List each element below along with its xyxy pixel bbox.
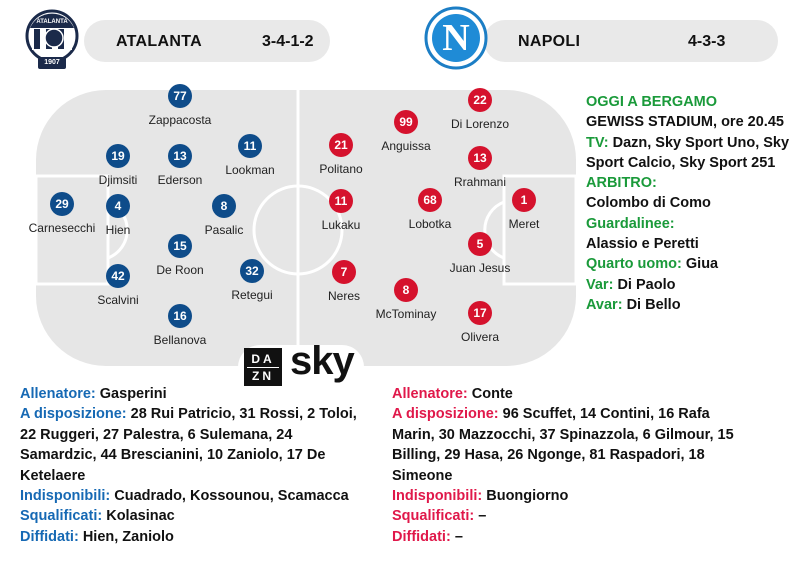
match-info xyxy=(586,92,801,315)
referee-name: Colombo di Como xyxy=(586,195,711,212)
napoli-crest-letter: N xyxy=(442,17,470,59)
away-player-name: Lukaku xyxy=(321,218,361,232)
home-player-number: 77 xyxy=(168,84,192,108)
linesmen-names: Alassio e Peretti xyxy=(586,236,699,253)
var-name: Di Paolo xyxy=(617,276,676,293)
away-bench: 96 Scuffet, 14 Contini, 16 Rafa Marin, 30 Mazzocchi, 37 Spinazzola, 6 Gilmour, 15 Billing, 29 Hasa, 26 Ngonge, 81 Raspadori, 18 Simeone xyxy=(392,406,734,484)
home-player-name: Retegui xyxy=(231,288,273,302)
home-bench-label: A disposizione: xyxy=(20,406,127,423)
sky-logo: sky xyxy=(290,339,354,383)
home-warned: Hien, Zaniolo xyxy=(82,528,174,545)
home-player xyxy=(202,259,302,302)
home-player-number: 13 xyxy=(168,144,192,168)
dazn-logo-icon xyxy=(244,348,282,386)
away-player-name: Meret xyxy=(508,217,540,231)
away-player-number: 22 xyxy=(468,88,492,112)
away-suspended: – xyxy=(478,508,487,525)
away-player-number: 5 xyxy=(468,232,492,256)
atalanta-crest-text: ATALANTA xyxy=(36,19,68,25)
home-player-name: Zappacosta xyxy=(148,113,212,127)
away-player-number: 8 xyxy=(394,278,418,302)
home-warned-label: Diffidati: xyxy=(20,528,79,545)
home-player xyxy=(174,194,274,237)
away-suspended-label: Squalificati: xyxy=(392,508,475,525)
home-player xyxy=(200,134,300,177)
away-player-number: 21 xyxy=(329,133,353,157)
home-suspended-label: Squalificati: xyxy=(20,508,103,525)
home-player-name: Lookman xyxy=(225,163,275,177)
avar-label: Avar: xyxy=(586,296,623,313)
dazn-logo-top: DA xyxy=(251,352,275,366)
home-coach: Gasperini xyxy=(99,386,167,402)
home-player-number: 42 xyxy=(106,264,130,288)
home-player-name: De Roon xyxy=(156,263,204,277)
away-player-number: 17 xyxy=(468,301,492,325)
home-player-number: 15 xyxy=(168,234,192,258)
napoli-crest-icon xyxy=(424,6,488,70)
away-player-name: Politano xyxy=(319,162,363,176)
away-warned-label: Diffidati: xyxy=(392,528,451,545)
home-player xyxy=(130,304,230,347)
away-coach-label: Allenatore: xyxy=(392,386,468,402)
away-team-name: NAPOLI xyxy=(518,33,581,50)
away-player xyxy=(291,133,391,176)
home-unavailable: Cuadrado, Kossounou, Scamacca xyxy=(114,488,349,505)
home-player-number: 8 xyxy=(212,194,236,218)
referee-label: ARBITRO: xyxy=(586,175,657,192)
home-formation: 3-4-1-2 xyxy=(262,33,314,50)
away-formation: 4-3-3 xyxy=(688,33,726,50)
away-warned: – xyxy=(454,528,463,545)
home-suspended: Kolasinac xyxy=(106,508,175,525)
away-roster xyxy=(392,384,737,547)
away-player-number: 11 xyxy=(329,189,353,213)
avar-name: Di Bello xyxy=(626,296,681,313)
away-player-name: Neres xyxy=(327,289,360,303)
home-bench: 28 Rui Patricio, 31 Rossi, 2 Toloi, 22 Ruggeri, 27 Palestra, 6 Sulemana, 24 Samardzic, 44 Brescianini, 10 Zaniolo, 17 De Ketelaere xyxy=(20,406,357,484)
home-roster xyxy=(20,384,365,547)
match-headline: OGGI A BERGAMO xyxy=(586,94,718,110)
home-player-name: Bellanova xyxy=(153,333,207,347)
away-player-number: 1 xyxy=(512,188,536,212)
away-player xyxy=(294,260,394,303)
tv-channels: Dazn, Sky Sport Uno, Sky Sport Calcio, Sky Sport 251 xyxy=(586,134,790,171)
away-player-name: Rrahmani xyxy=(453,175,507,189)
dazn-logo-bottom: ZN xyxy=(252,369,274,383)
away-player xyxy=(291,189,391,232)
home-unavailable-label: Indisponibili: xyxy=(20,488,111,505)
home-player-number: 29 xyxy=(50,192,74,216)
var-label: Var: xyxy=(586,276,614,293)
away-unavailable: Buongiorno xyxy=(486,488,569,505)
fourth-official-name: Giua xyxy=(685,256,719,273)
home-player xyxy=(68,194,168,237)
away-player xyxy=(430,232,530,275)
away-player-number: 68 xyxy=(418,188,442,212)
home-player-name: Carnesecchi xyxy=(28,221,96,235)
fourth-official-label: Quarto uomo: xyxy=(586,256,682,273)
atalanta-crest-icon xyxy=(24,6,80,74)
away-unavailable-label: Indisponibili: xyxy=(392,488,483,505)
away-player xyxy=(380,188,480,231)
home-coach-label: Allenatore: xyxy=(20,386,96,402)
home-player-name: Pasalic xyxy=(204,223,244,237)
away-player-name: Di Lorenzo xyxy=(450,117,510,131)
broadcasters-badge xyxy=(238,339,364,389)
home-player-number: 11 xyxy=(238,134,262,158)
home-player-name: Scalvini xyxy=(97,293,139,307)
away-player-number: 7 xyxy=(332,260,356,284)
home-player-name: Ederson xyxy=(157,173,203,187)
tv-label: TV: xyxy=(586,134,609,151)
home-player xyxy=(130,84,230,127)
away-player-name: Anguissa xyxy=(381,139,431,153)
home-player-number: 4 xyxy=(106,194,130,218)
away-player-name: McTominay xyxy=(375,307,437,321)
home-team-name: ATALANTA xyxy=(116,33,202,50)
away-player-name: Lobotka xyxy=(408,217,452,231)
away-coach: Conte xyxy=(471,386,513,402)
home-player-number: 16 xyxy=(168,304,192,328)
away-player xyxy=(474,188,574,231)
away-player-name: Juan Jesus xyxy=(449,261,511,275)
atalanta-crest-year: 1907 xyxy=(44,59,60,66)
home-player-name: Hien xyxy=(105,223,131,237)
home-player-number: 19 xyxy=(106,144,130,168)
away-player-number: 99 xyxy=(394,110,418,134)
away-player-number: 13 xyxy=(468,146,492,170)
away-player-name: Olivera xyxy=(460,330,499,344)
linesmen-label: Guardalinee: xyxy=(586,215,675,232)
home-player-number: 32 xyxy=(240,259,264,283)
away-bench-label: A disposizione: xyxy=(392,406,499,423)
match-venue: GEWISS STADIUM, ore 20.45 xyxy=(586,114,784,131)
home-player-name: Djimsiti xyxy=(98,173,138,187)
